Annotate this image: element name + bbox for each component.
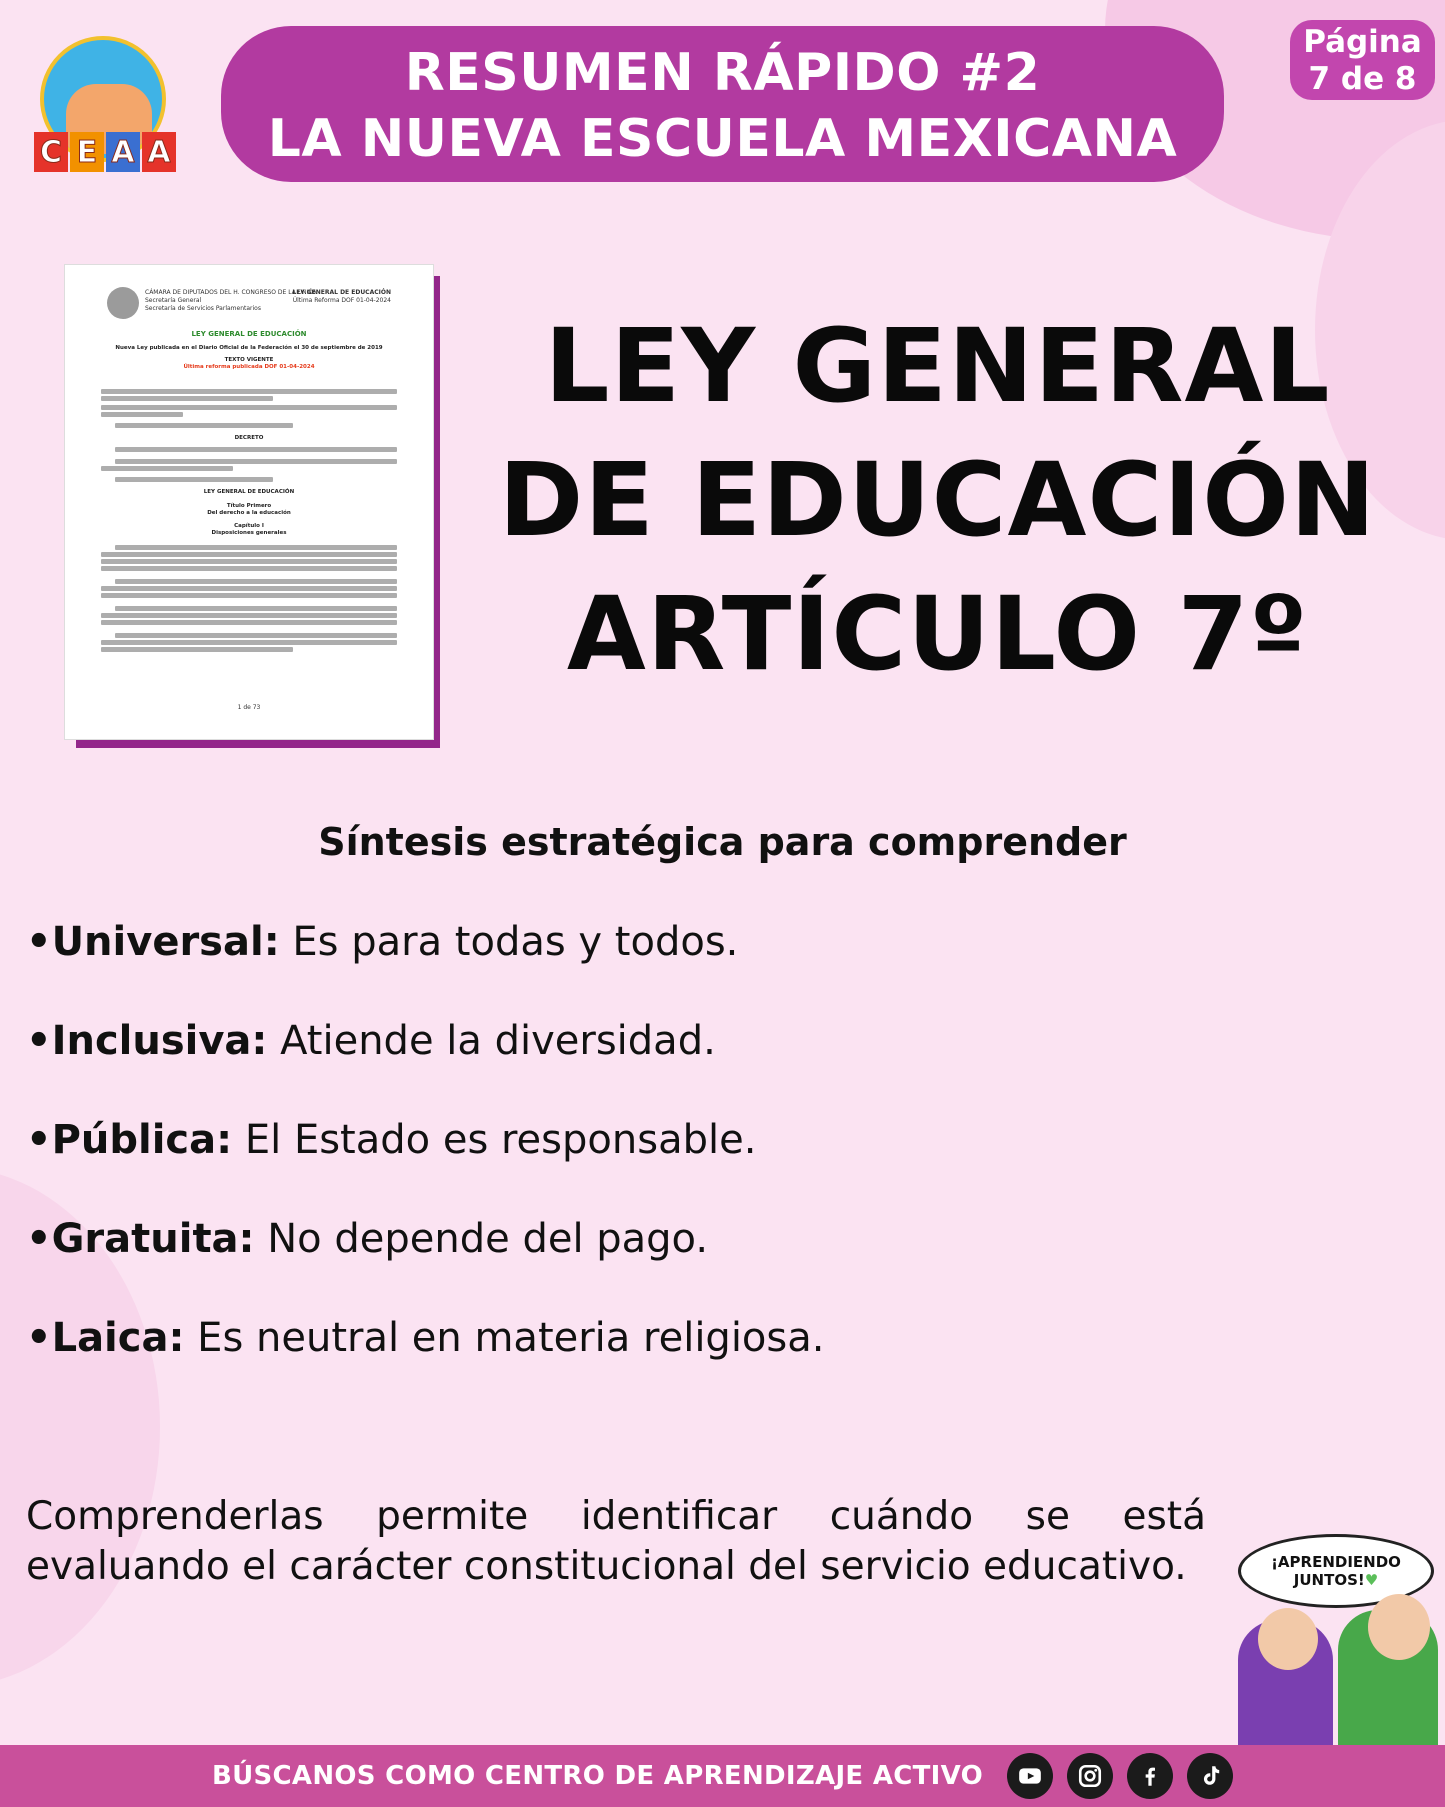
bullet-term: Inclusiva: xyxy=(51,1018,268,1064)
doc-header-left-3: Secretaría de Servicios Parlamentarios xyxy=(145,305,261,312)
doc-paragraph xyxy=(101,466,233,471)
doc-paragraph xyxy=(101,647,293,652)
doc-paragraph xyxy=(101,586,397,591)
list-item xyxy=(26,1214,1126,1313)
page-count: 7 de 8 xyxy=(1308,61,1417,97)
bullet-mark: • xyxy=(26,1117,52,1163)
bullet-term: Universal: xyxy=(51,919,280,965)
ceaa-logo xyxy=(26,36,184,176)
doc-decreto: DECRETO xyxy=(234,435,264,441)
teacher-man-head xyxy=(1368,1594,1430,1660)
doc-header-right xyxy=(292,289,391,305)
bullet-term: Laica: xyxy=(51,1315,185,1361)
header-line-1: RESUMEN RÁPIDO #2 xyxy=(404,43,1041,103)
speech-bubble-line-2-wrap xyxy=(1241,1571,1431,1589)
bullet-text: El Estado es responsable. xyxy=(232,1117,757,1163)
list-item xyxy=(26,1115,1126,1214)
doc-paragraph xyxy=(115,606,397,611)
doc-paragraph xyxy=(115,579,397,584)
doc-title: LEY GENERAL DE EDUCACIÓN xyxy=(191,330,307,338)
youtube-icon[interactable] xyxy=(1007,1753,1053,1799)
teachers-illustration xyxy=(1228,1520,1443,1760)
characteristics-list xyxy=(26,917,1126,1412)
instagram-icon[interactable] xyxy=(1067,1753,1113,1799)
doc-paragraph xyxy=(115,545,397,550)
doc-paragraph xyxy=(101,593,397,598)
bullet-mark: • xyxy=(26,919,52,965)
doc-law-title: LEY GENERAL DE EDUCACIÓN xyxy=(203,489,295,495)
green-heart-icon: ♥ xyxy=(1364,1571,1379,1589)
header-banner xyxy=(221,26,1224,182)
conclusion-paragraph: Comprenderlas permite identificar cuándo se está evaluando el carácter constitucional del servicio educativo. xyxy=(26,1494,1206,1589)
bullet-mark: • xyxy=(26,1315,52,1361)
bullet-term: Pública: xyxy=(51,1117,233,1163)
doc-paragraph xyxy=(101,412,183,417)
doc-vigente: TEXTO VIGENTE xyxy=(224,357,274,363)
main-title-line-1: LEY GENERAL xyxy=(544,307,1331,426)
logo-letter: A xyxy=(106,132,140,172)
doc-header-left-2: Secretaría General xyxy=(145,297,202,304)
bullet-term: Gratuita: xyxy=(51,1216,255,1262)
doc-paragraph xyxy=(101,559,397,564)
page-label: Página xyxy=(1303,24,1422,60)
list-item xyxy=(26,1016,1126,1115)
doc-paragraph xyxy=(115,423,293,428)
bullet-mark: • xyxy=(26,1216,52,1262)
doc-capitulo: Capítulo I xyxy=(234,523,264,529)
bullet-text: Es neutral en materia religiosa. xyxy=(184,1315,825,1361)
doc-header-right-1: LEY GENERAL DE EDUCACIÓN xyxy=(292,289,391,296)
list-item xyxy=(26,1313,1126,1412)
page-badge xyxy=(1290,20,1435,100)
header-line-2: LA NUEVA ESCUELA MEXICANA xyxy=(267,109,1178,169)
doc-paragraph xyxy=(115,447,397,452)
doc-paragraph xyxy=(101,389,397,394)
mexico-seal-icon xyxy=(107,287,139,319)
bullet-text: Es para todas y todos. xyxy=(279,919,739,965)
law-document-thumbnail xyxy=(64,264,434,740)
doc-paragraph xyxy=(101,396,273,401)
main-title xyxy=(450,300,1425,702)
doc-capitulo-sub: Disposiciones generales xyxy=(211,530,287,536)
tiktok-icon[interactable] xyxy=(1187,1753,1233,1799)
logo-letter: A xyxy=(142,132,176,172)
doc-titulo-sub: Del derecho a la educación xyxy=(207,510,291,516)
doc-header-left-1: CÁMARA DE DIPUTADOS DEL H. CONGRESO DE LA UNIÓN xyxy=(145,289,318,296)
doc-paragraph xyxy=(101,405,397,410)
teacher-woman-head xyxy=(1258,1608,1318,1670)
doc-page-number: 1 de 73 xyxy=(237,704,261,711)
section-subtitle: Síntesis estratégica para comprender xyxy=(318,820,1127,864)
speech-bubble-line-2: JUNTOS! xyxy=(1293,1571,1365,1589)
doc-header-right-2: Última Reforma DOF 01-04-2024 xyxy=(292,297,391,304)
logo-letter: C xyxy=(34,132,68,172)
doc-paragraph xyxy=(101,552,397,557)
doc-last-reform: Última reforma publicada DOF 01-04-2024 xyxy=(183,364,315,370)
bullet-mark: • xyxy=(26,1018,52,1064)
doc-paragraph xyxy=(115,459,397,464)
doc-paragraph xyxy=(101,566,397,571)
doc-paragraph xyxy=(101,620,397,625)
bullet-text: Atiende la diversidad. xyxy=(267,1018,716,1064)
footer-text: BÚSCANOS COMO CENTRO DE APRENDIZAJE ACTIVO xyxy=(211,1761,984,1791)
bullet-text: No depende del pago. xyxy=(254,1216,709,1262)
doc-published: Nueva Ley publicada en el Diario Oficial de la Federación el 30 de septiembre de 2019 xyxy=(115,345,383,351)
logo-letter: E xyxy=(70,132,104,172)
list-item xyxy=(26,917,1126,1016)
facebook-icon[interactable] xyxy=(1127,1753,1173,1799)
doc-titulo: Título Primero xyxy=(226,503,272,509)
main-title-line-2: DE EDUCACIÓN xyxy=(498,441,1377,560)
logo-banner xyxy=(30,132,180,172)
doc-paragraph xyxy=(101,640,397,645)
doc-paragraph xyxy=(115,477,273,482)
speech-bubble-line-1: ¡APRENDIENDO xyxy=(1271,1553,1401,1571)
footer-bar xyxy=(0,1745,1445,1807)
doc-paragraph xyxy=(115,633,397,638)
doc-paragraph xyxy=(101,613,397,618)
main-title-line-3: ARTÍCULO 7º xyxy=(566,575,1309,694)
